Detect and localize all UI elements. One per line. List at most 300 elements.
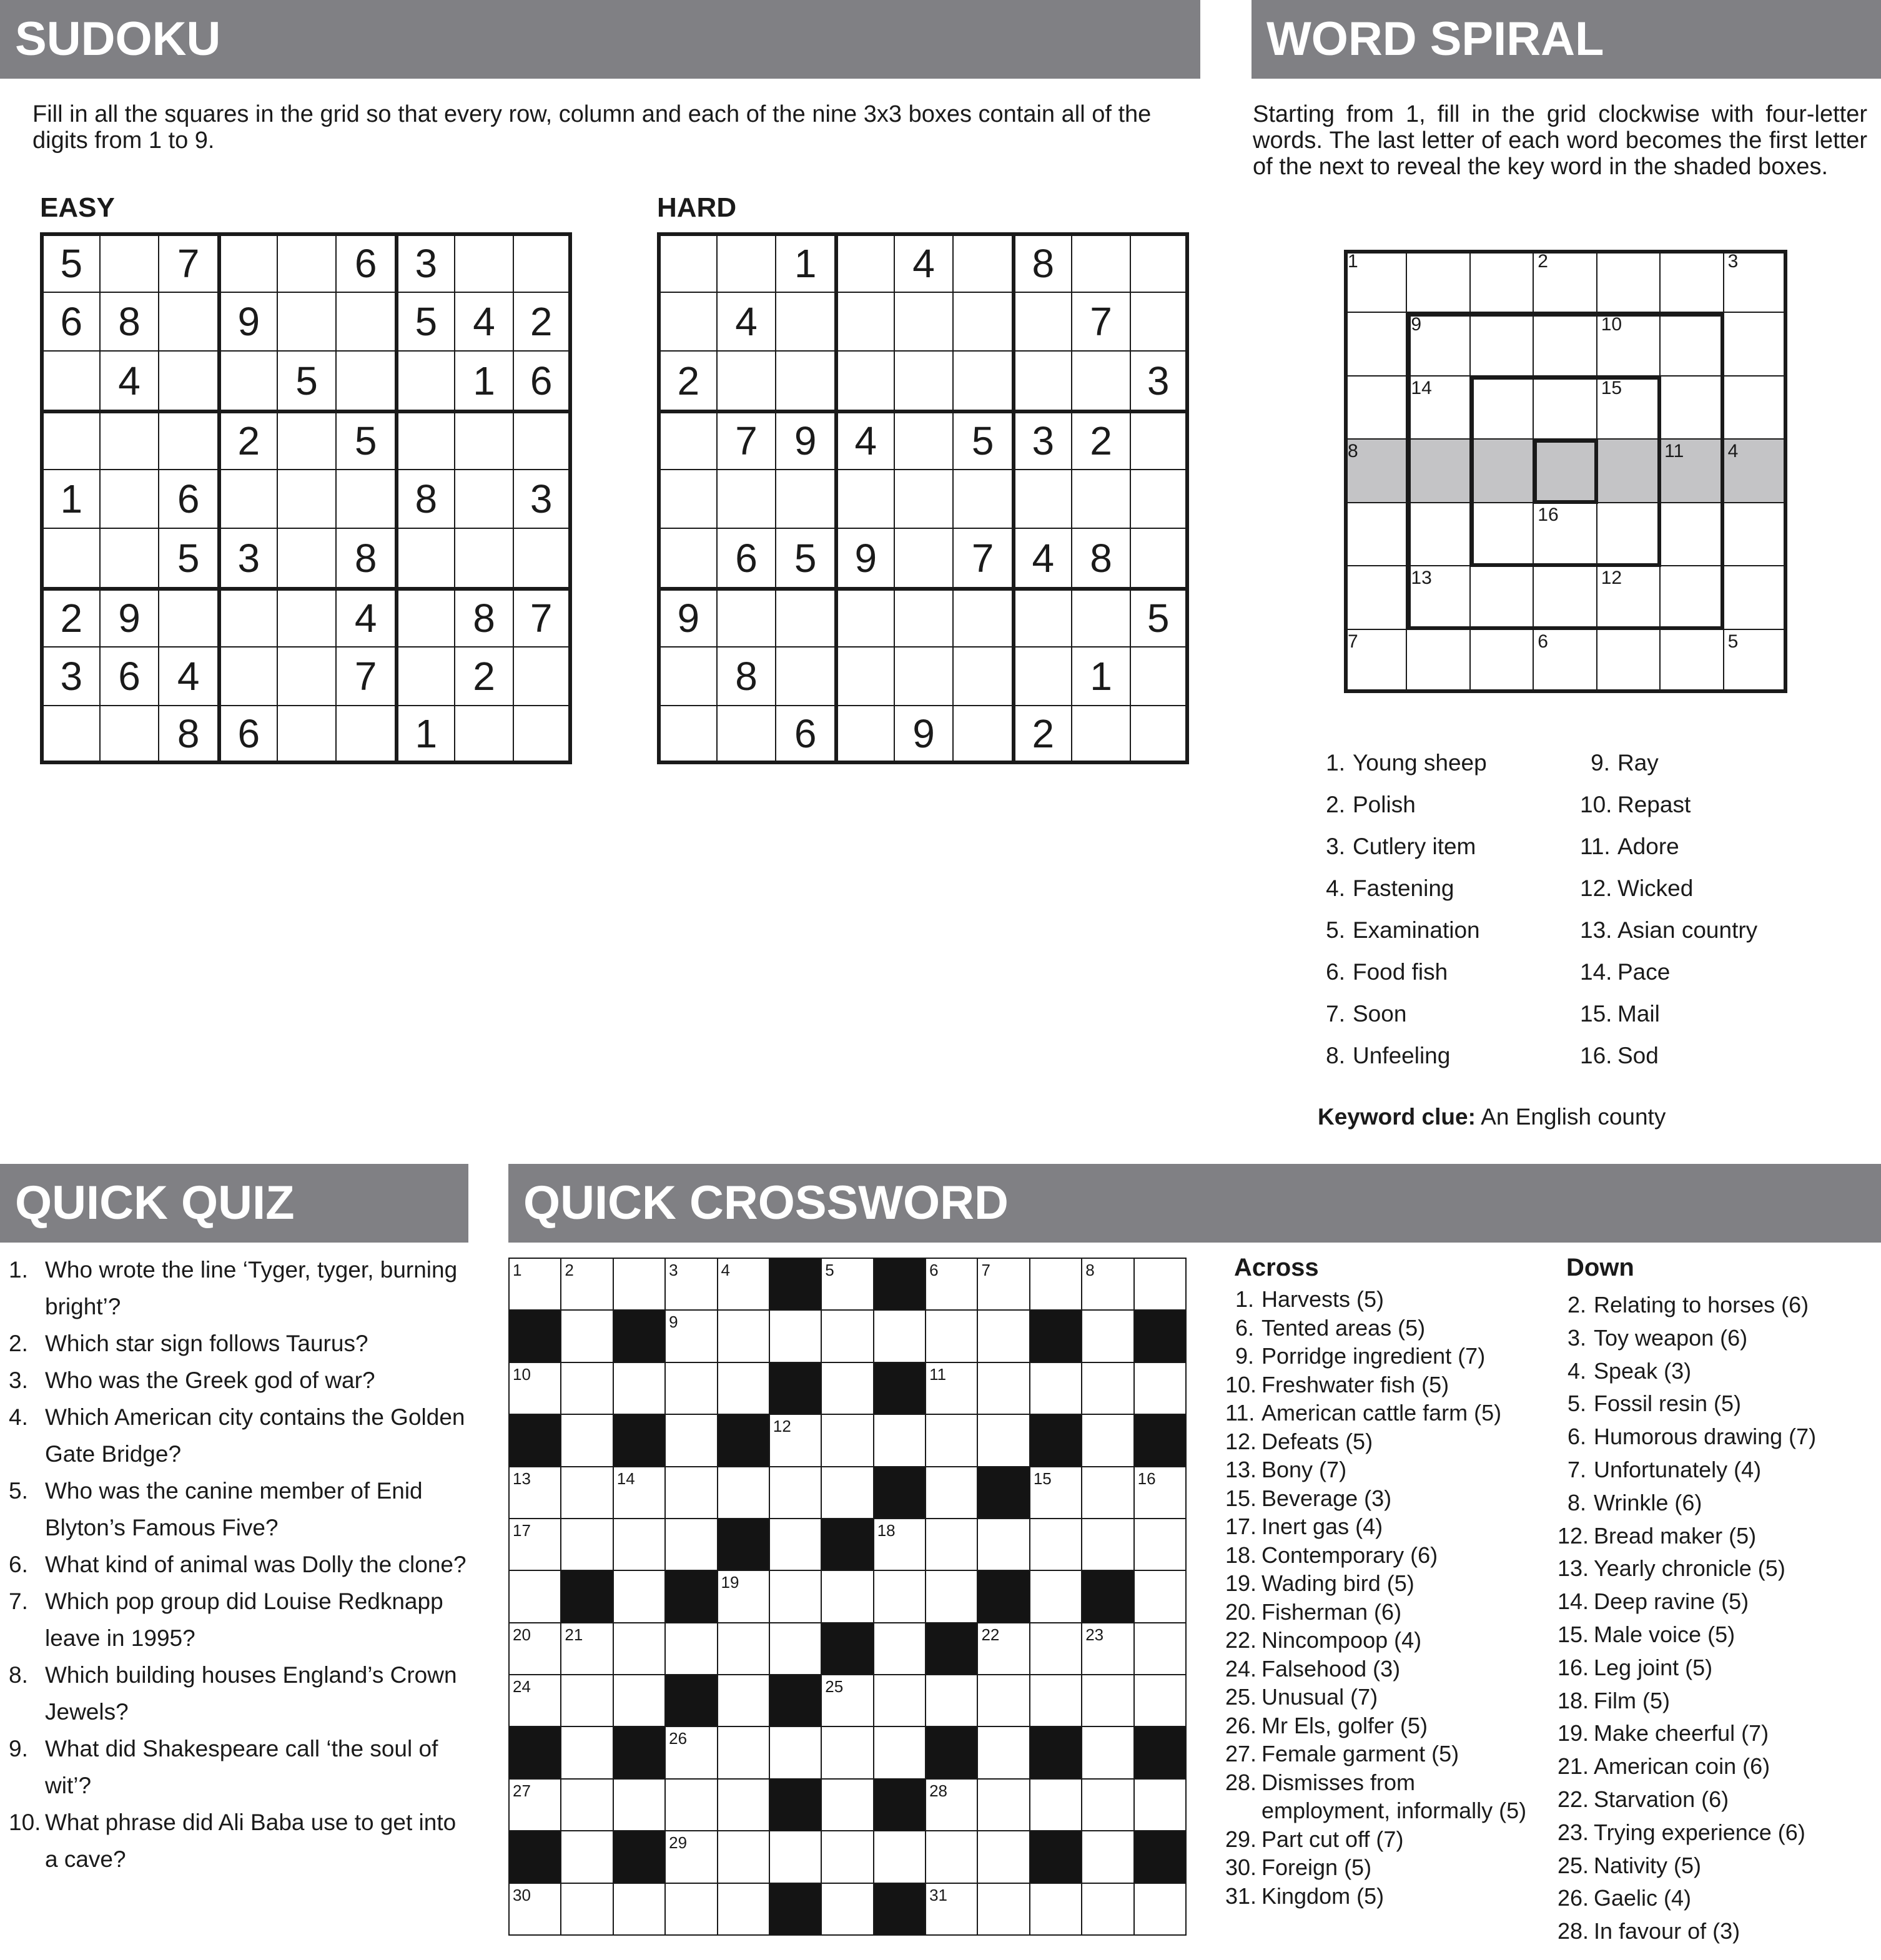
across-clue-text: Foreign (5) [1261,1854,1372,1880]
sudoku-cell[interactable]: 8 [716,646,776,706]
crossword-cell[interactable] [510,1884,561,1936]
sudoku-cell[interactable]: 6 [335,232,395,292]
sudoku-cell[interactable] [395,528,454,587]
sudoku-cell[interactable] [775,646,834,706]
crossword-cell[interactable] [718,1884,770,1936]
sudoku-cell[interactable]: 6 [158,469,217,528]
crossword-cell[interactable] [1135,1675,1187,1727]
crossword-cell[interactable] [926,1519,978,1571]
sudoku-cell[interactable]: 6 [716,528,776,587]
crossword-cell[interactable] [822,1259,874,1311]
crossword-cell[interactable] [614,1884,666,1936]
sudoku-cell[interactable]: 6 [99,646,159,706]
sudoku-cell[interactable] [277,410,336,469]
crossword-cell[interactable] [822,1831,874,1883]
sudoku-cell[interactable] [1130,705,1189,764]
sudoku-cell[interactable] [454,410,513,469]
crossword-cell[interactable] [1030,1259,1082,1311]
crossword-cell[interactable] [666,1259,718,1311]
crossword-cell[interactable] [978,1623,1030,1675]
sudoku-cell[interactable] [335,292,395,351]
crossword-cell[interactable] [770,1727,822,1779]
sudoku-cell[interactable] [513,646,572,706]
sudoku-cell[interactable]: 8 [1071,528,1130,587]
crossword-cell[interactable] [718,1675,770,1727]
sudoku-cell[interactable] [834,587,894,646]
crossword-cell[interactable] [874,1415,926,1467]
crossword-cell[interactable] [1135,1571,1187,1623]
crossword-cell[interactable] [926,1675,978,1727]
crossword-cell[interactable] [1135,1467,1187,1519]
sudoku-cell[interactable]: 4 [834,410,894,469]
sudoku-cell[interactable]: 7 [952,528,1012,587]
sudoku-cell[interactable] [894,410,953,469]
crossword-cell[interactable] [666,1831,718,1883]
sudoku-cell[interactable]: 5 [277,350,336,410]
sudoku-cell[interactable]: 2 [513,292,572,351]
crossword-cell[interactable] [978,1727,1030,1779]
crossword-cell[interactable] [770,1831,822,1883]
sudoku-cell[interactable] [716,587,776,646]
crossword-cell[interactable] [1030,1623,1082,1675]
crossword-cell[interactable] [822,1675,874,1727]
crossword-cell[interactable] [926,1884,978,1936]
sudoku-cell[interactable] [657,646,716,706]
sudoku-cell[interactable]: 8 [454,587,513,646]
sudoku-cell[interactable]: 3 [1130,350,1189,410]
crossword-cell[interactable] [561,1675,613,1727]
crossword-cell[interactable] [874,1571,926,1623]
crossword-cell[interactable] [666,1780,718,1831]
crossword-cell[interactable] [874,1311,926,1362]
sudoku-cell[interactable]: 3 [513,469,572,528]
crossword-cell[interactable] [1135,1780,1187,1831]
sudoku-cell[interactable]: 9 [99,587,159,646]
sudoku-cell[interactable] [657,292,716,351]
sudoku-cell[interactable] [335,350,395,410]
crossword-cell[interactable] [666,1727,718,1779]
sudoku-cell[interactable] [335,705,395,764]
sudoku-cell[interactable] [158,410,217,469]
sudoku-cell[interactable] [1130,469,1189,528]
crossword-cell[interactable] [510,1363,561,1415]
sudoku-cell[interactable]: 2 [1012,705,1071,764]
crossword-cell[interactable] [874,1727,926,1779]
crossword-cell[interactable] [770,1415,822,1467]
sudoku-cell[interactable] [277,587,336,646]
sudoku-cell[interactable]: 1 [1071,646,1130,706]
crossword-cell[interactable] [561,1467,613,1519]
sudoku-cell[interactable] [158,350,217,410]
crossword-cell[interactable] [561,1623,613,1675]
sudoku-cell[interactable]: 2 [40,587,99,646]
crossword-cell[interactable] [561,1415,613,1467]
sudoku-cell[interactable] [1130,410,1189,469]
sudoku-cell[interactable] [217,469,277,528]
sudoku-cell[interactable]: 4 [454,292,513,351]
crossword-cell[interactable] [978,1519,1030,1571]
sudoku-cell[interactable] [1130,292,1189,351]
sudoku-cell[interactable] [834,292,894,351]
sudoku-cell[interactable] [277,469,336,528]
crossword-cell[interactable] [561,1831,613,1883]
crossword-cell[interactable] [926,1571,978,1623]
sudoku-cell[interactable] [1130,646,1189,706]
sudoku-cell[interactable]: 1 [395,705,454,764]
sudoku-cell[interactable] [217,350,277,410]
sudoku-cell[interactable]: 5 [40,232,99,292]
crossword-cell[interactable] [718,1571,770,1623]
down-clue-text: Nativity (5) [1594,1852,1702,1878]
sudoku-cell[interactable] [1012,646,1071,706]
crossword-cell[interactable] [561,1519,613,1571]
sudoku-cell[interactable] [40,705,99,764]
sudoku-cell[interactable] [158,587,217,646]
sudoku-cell[interactable]: 4 [894,232,953,292]
crossword-cell[interactable] [561,1363,613,1415]
crossword-cell[interactable] [1082,1675,1134,1727]
down-clue-text: Unfortunately (4) [1594,1456,1762,1482]
sudoku-cell[interactable] [657,410,716,469]
sudoku-cell[interactable] [277,292,336,351]
sudoku-cell[interactable]: 3 [217,528,277,587]
sudoku-cell[interactable] [454,232,513,292]
crossword-cell[interactable] [822,1727,874,1779]
sudoku-cell[interactable] [99,232,159,292]
sudoku-cell[interactable] [1071,705,1130,764]
crossword-cell[interactable] [614,1623,666,1675]
sudoku-cell[interactable] [834,232,894,292]
sudoku-cell[interactable] [395,410,454,469]
crossword-cell[interactable] [666,1519,718,1571]
crossword-cell[interactable] [510,1571,561,1623]
sudoku-cell[interactable]: 2 [454,646,513,706]
sudoku-cell[interactable]: 8 [335,528,395,587]
crossword-cell[interactable] [770,1623,822,1675]
sudoku-cell[interactable] [952,232,1012,292]
sudoku-cell[interactable] [716,705,776,764]
crossword-cell[interactable] [510,1467,561,1519]
sudoku-cell[interactable] [894,646,953,706]
crossword-cell[interactable] [770,1571,822,1623]
quiz-question-number: 2. [9,1331,28,1356]
sudoku-cell[interactable]: 1 [775,232,834,292]
sudoku-cell[interactable]: 7 [716,410,776,469]
sudoku-cell[interactable]: 7 [513,587,572,646]
crossword-cell[interactable] [978,1831,1030,1883]
sudoku-cell[interactable] [775,350,834,410]
sudoku-cell[interactable] [657,232,716,292]
sudoku-cell[interactable] [40,528,99,587]
crossword-cell[interactable] [1082,1780,1134,1831]
crossword-cell[interactable] [718,1259,770,1311]
sudoku-cell[interactable]: 5 [952,410,1012,469]
sudoku-cell[interactable] [513,528,572,587]
sudoku-cell[interactable] [952,646,1012,706]
sudoku-cell[interactable] [395,350,454,410]
sudoku-cell[interactable] [657,705,716,764]
sudoku-cell[interactable]: 4 [99,350,159,410]
sudoku-cell[interactable]: 1 [40,469,99,528]
sudoku-cell[interactable] [513,232,572,292]
sudoku-cell[interactable] [217,232,277,292]
crossword-cell[interactable] [1082,1363,1134,1415]
sudoku-cell[interactable] [657,469,716,528]
sudoku-cell[interactable] [894,292,953,351]
sudoku-cell[interactable]: 6 [775,705,834,764]
crossword-cell[interactable] [510,1623,561,1675]
crossword-cell[interactable] [926,1363,978,1415]
crossword-cell[interactable] [1135,1519,1187,1571]
sudoku-cell[interactable] [277,232,336,292]
crossword-cell[interactable] [978,1415,1030,1467]
sudoku-cell[interactable] [716,469,776,528]
crossword-cell[interactable] [718,1831,770,1883]
sudoku-cell[interactable]: 3 [395,232,454,292]
sudoku-cell[interactable] [158,292,217,351]
sudoku-cell[interactable]: 5 [395,292,454,351]
crossword-cell[interactable] [666,1311,718,1362]
sudoku-cell[interactable]: 5 [775,528,834,587]
crossword-cell[interactable] [926,1467,978,1519]
crossword-cell[interactable] [614,1780,666,1831]
sudoku-cell[interactable] [834,705,894,764]
sudoku-cell[interactable] [952,705,1012,764]
sudoku-cell[interactable] [277,646,336,706]
crossword-cell[interactable] [926,1311,978,1362]
crossword-cell[interactable] [1135,1363,1187,1415]
sudoku-cell[interactable] [513,705,572,764]
sudoku-cell[interactable]: 2 [657,350,716,410]
sudoku-cell[interactable] [277,528,336,587]
sudoku-cell[interactable] [1071,469,1130,528]
sudoku-cell[interactable]: 6 [40,292,99,351]
sudoku-cell[interactable]: 8 [99,292,159,351]
sudoku-cell[interactable] [335,469,395,528]
crossword-cell[interactable] [874,1623,926,1675]
crossword-cell[interactable] [718,1623,770,1675]
crossword-cell[interactable] [666,1363,718,1415]
crossword-cell[interactable] [561,1727,613,1779]
crossword-cell[interactable] [510,1780,561,1831]
sudoku-cell[interactable] [1012,469,1071,528]
crossword-cell[interactable] [926,1831,978,1883]
crossword-cell[interactable] [510,1675,561,1727]
sudoku-cell[interactable] [395,646,454,706]
sudoku-cell[interactable] [952,587,1012,646]
sudoku-cell[interactable]: 9 [894,705,953,764]
quiz-question [9,1362,471,1399]
crossword-cell[interactable] [1030,1571,1082,1623]
sudoku-cell[interactable] [834,350,894,410]
crossword-cell[interactable] [561,1259,613,1311]
crossword-cell[interactable] [1030,1884,1082,1936]
crossword-cell[interactable] [1082,1311,1134,1362]
sudoku-cell[interactable] [1012,587,1071,646]
crossword-cell[interactable] [770,1311,822,1362]
crossword-cell[interactable] [1082,1415,1134,1467]
crossword-cell[interactable] [718,1363,770,1415]
crossword-cell[interactable] [874,1831,926,1883]
crossword-cell[interactable] [614,1675,666,1727]
crossword-cell[interactable] [666,1884,718,1936]
sudoku-cell[interactable]: 6 [513,350,572,410]
sudoku-cell[interactable] [834,469,894,528]
sudoku-cell[interactable]: 8 [395,469,454,528]
sudoku-cell[interactable] [716,350,776,410]
sudoku-cell[interactable] [775,587,834,646]
sudoku-cell[interactable]: 8 [1012,232,1071,292]
crossword-cell[interactable] [666,1623,718,1675]
crossword-cell[interactable] [561,1884,613,1936]
sudoku-cell[interactable] [894,528,953,587]
crossword-cell[interactable] [1082,1467,1134,1519]
crossword-cell[interactable] [874,1519,926,1571]
crossword-cell[interactable] [510,1519,561,1571]
crossword-cell[interactable] [561,1311,613,1362]
sudoku-cell[interactable] [454,705,513,764]
sudoku-cell[interactable] [1012,292,1071,351]
sudoku-cell[interactable] [775,469,834,528]
crossword-cell[interactable] [614,1571,666,1623]
sudoku-cell[interactable] [99,469,159,528]
crossword-cell[interactable] [1030,1467,1082,1519]
sudoku-cell[interactable]: 7 [335,646,395,706]
sudoku-cell[interactable] [395,587,454,646]
sudoku-cell[interactable]: 3 [1012,410,1071,469]
crossword-cell[interactable] [1082,1884,1134,1936]
sudoku-cell[interactable] [1130,232,1189,292]
across-clue-number: 12. [1225,1428,1257,1454]
sudoku-cell[interactable]: 7 [1071,292,1130,351]
crossword-cell[interactable] [1030,1519,1082,1571]
sudoku-cell[interactable] [99,410,159,469]
crossword-cell[interactable] [978,1259,1030,1311]
crossword-cell[interactable] [822,1780,874,1831]
crossword-cell[interactable] [614,1467,666,1519]
crossword-cell[interactable] [614,1363,666,1415]
sudoku-cell[interactable] [952,350,1012,410]
crossword-cell[interactable] [770,1467,822,1519]
crossword-cell[interactable] [1082,1259,1134,1311]
sudoku-cell[interactable]: 6 [217,705,277,764]
crossword-cell[interactable] [718,1311,770,1362]
sudoku-cell[interactable] [40,350,99,410]
crossword-cell[interactable] [874,1675,926,1727]
sudoku-cell[interactable]: 7 [158,232,217,292]
sudoku-cell[interactable] [454,528,513,587]
crossword-cell[interactable] [978,1884,1030,1936]
sudoku-cell[interactable] [454,469,513,528]
sudoku-cell[interactable] [952,292,1012,351]
sudoku-cell[interactable] [40,410,99,469]
sudoku-cell[interactable]: 9 [217,292,277,351]
sudoku-cell[interactable] [894,469,953,528]
crossword-cell[interactable] [1135,1623,1187,1675]
sudoku-cell[interactable] [99,705,159,764]
crossword-cell[interactable] [510,1259,561,1311]
crossword-cell[interactable] [561,1780,613,1831]
sudoku-cell[interactable] [894,350,953,410]
crossword-cell[interactable] [718,1467,770,1519]
sudoku-cell[interactable]: 8 [158,705,217,764]
across-clue [1225,1683,1538,1711]
sudoku-cell[interactable] [217,587,277,646]
sudoku-cell[interactable] [775,292,834,351]
sudoku-cell[interactable]: 2 [217,410,277,469]
crossword-cell[interactable] [1082,1519,1134,1571]
crossword-cell[interactable] [1030,1675,1082,1727]
crossword-cell[interactable] [978,1311,1030,1362]
crossword-cell[interactable] [1082,1831,1134,1883]
crossword-cell[interactable] [1030,1780,1082,1831]
sudoku-cell[interactable] [1012,350,1071,410]
sudoku-cell[interactable] [894,587,953,646]
crossword-cell[interactable] [978,1675,1030,1727]
sudoku-cell[interactable] [1071,587,1130,646]
sudoku-cell[interactable]: 2 [1071,410,1130,469]
sudoku-cell[interactable]: 9 [834,528,894,587]
sudoku-cell[interactable] [716,232,776,292]
crossword-cell[interactable] [1030,1363,1082,1415]
crossword-cell[interactable] [978,1363,1030,1415]
crossword-cell[interactable] [1135,1259,1187,1311]
sudoku-cell[interactable] [1071,232,1130,292]
crossword-cell[interactable] [822,1363,874,1415]
crossword-cell[interactable] [1082,1623,1134,1675]
crossword-cell[interactable] [614,1259,666,1311]
sudoku-cell[interactable]: 4 [158,646,217,706]
crossword-cell[interactable] [926,1780,978,1831]
sudoku-cell[interactable]: 5 [335,410,395,469]
sudoku-cell[interactable] [657,528,716,587]
sudoku-cell[interactable] [1130,528,1189,587]
crossword-cell[interactable] [978,1780,1030,1831]
sudoku-cell[interactable]: 5 [1130,587,1189,646]
crossword-cell[interactable] [770,1519,822,1571]
sudoku-cell[interactable] [513,410,572,469]
crossword-cell[interactable] [926,1415,978,1467]
sudoku-cell[interactable] [99,528,159,587]
sudoku-cell[interactable]: 3 [40,646,99,706]
sudoku-cell[interactable] [217,646,277,706]
crossword-cell[interactable] [822,1571,874,1623]
crossword-cell[interactable] [718,1727,770,1779]
crossword-cell[interactable] [666,1467,718,1519]
sudoku-cell[interactable] [277,705,336,764]
crossword-cell[interactable] [822,1415,874,1467]
crossword-cell[interactable] [718,1780,770,1831]
crossword-cell[interactable] [822,1884,874,1936]
crossword-cell[interactable] [614,1519,666,1571]
crossword-cell[interactable] [926,1259,978,1311]
crossword-cell[interactable] [1082,1727,1134,1779]
crossword-cell[interactable] [822,1467,874,1519]
crossword-cell[interactable] [666,1415,718,1467]
crossword-cell[interactable] [822,1311,874,1362]
sudoku-cell[interactable]: 4 [335,587,395,646]
sudoku-cell[interactable] [834,646,894,706]
sudoku-cell[interactable] [952,469,1012,528]
sudoku-cell[interactable]: 9 [775,410,834,469]
sudoku-cell[interactable]: 5 [158,528,217,587]
sudoku-cell[interactable]: 4 [716,292,776,351]
sudoku-cell[interactable]: 9 [657,587,716,646]
sudoku-cell[interactable] [1071,350,1130,410]
crossword-cell[interactable] [1135,1884,1187,1936]
sudoku-cell[interactable]: 4 [1012,528,1071,587]
sudoku-cell[interactable]: 1 [454,350,513,410]
